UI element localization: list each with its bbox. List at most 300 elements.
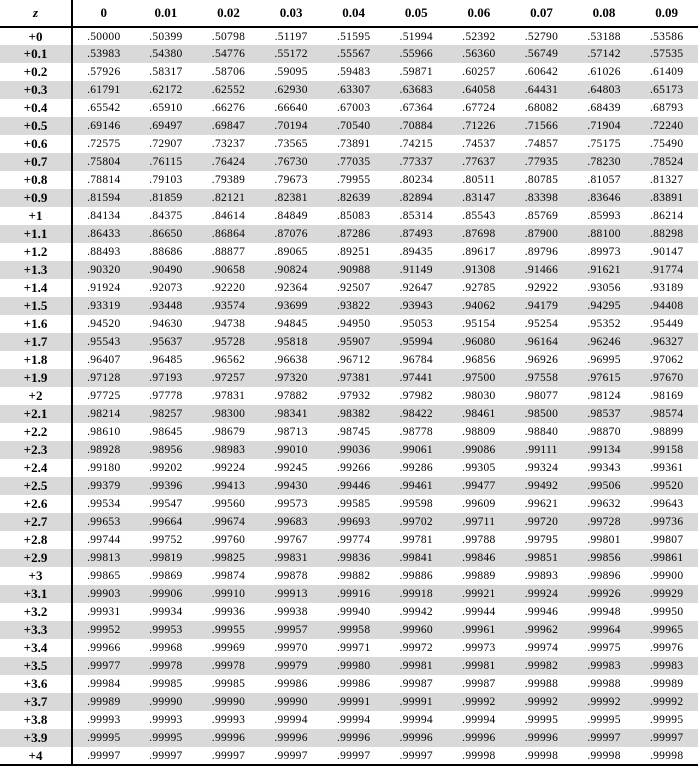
table-row <box>0 261 698 279</box>
probability-cell: .99995 <box>87 732 121 744</box>
probability-cell: .64803 <box>587 84 621 96</box>
probability-cell: .66640 <box>274 102 308 114</box>
z-row-label: +3.9 <box>0 729 72 747</box>
probability-cell: .77637 <box>462 156 496 168</box>
probability-cell: .99865 <box>87 570 121 582</box>
probability-cell: .99992 <box>524 696 559 708</box>
table-row <box>0 657 698 675</box>
probability-cell: .99286 <box>399 462 433 474</box>
header-row <box>0 0 698 27</box>
probability-cell: .99997 <box>274 749 308 762</box>
probability-cell: .98537 <box>587 408 621 420</box>
probability-cell: .85083 <box>336 210 371 222</box>
probability-cell: .86650 <box>149 228 183 240</box>
probability-cell: .72575 <box>87 138 121 150</box>
probability-cell: .99900 <box>649 570 684 582</box>
table-row <box>0 729 698 747</box>
probability-cell: .99992 <box>649 696 684 708</box>
probability-cell: .99995 <box>149 732 183 744</box>
probability-cell: .99896 <box>587 570 621 582</box>
probability-cell: .58317 <box>149 66 183 78</box>
probability-cell: .89973 <box>587 246 621 258</box>
table-row <box>0 333 698 351</box>
probability-cell: .98899 <box>649 426 684 438</box>
table-row <box>0 171 698 189</box>
table-row <box>0 441 698 459</box>
probability-cell: .60642 <box>524 66 559 78</box>
table-row <box>0 99 698 117</box>
probability-cell: .99953 <box>149 624 183 636</box>
table-row <box>0 117 698 135</box>
probability-cell: .99996 <box>524 732 559 744</box>
z-row-label: +3.7 <box>0 693 72 711</box>
probability-cell: .80511 <box>462 174 496 186</box>
probability-cell: .96164 <box>524 336 559 348</box>
z-row-label: +1.6 <box>0 315 72 333</box>
z-row-label: +2.5 <box>0 477 72 495</box>
probability-cell: .76424 <box>211 156 246 168</box>
probability-cell: .99180 <box>87 462 121 474</box>
probability-cell: .99969 <box>211 642 246 654</box>
probability-cell: .99988 <box>587 678 621 690</box>
probability-cell: .99632 <box>587 498 621 510</box>
probability-cell: .99997 <box>587 732 621 744</box>
probability-cell: .57142 <box>587 48 621 60</box>
probability-cell: .70884 <box>399 120 433 132</box>
probability-cell: .51197 <box>274 30 308 43</box>
probability-cell: .99744 <box>87 534 121 546</box>
z-row-label: +4 <box>0 747 72 765</box>
probability-cell: .95637 <box>149 336 183 348</box>
probability-cell: .99990 <box>274 696 308 708</box>
probability-cell: .99061 <box>399 444 433 456</box>
z-row-label: +1.8 <box>0 351 72 369</box>
table-row <box>0 423 698 441</box>
probability-cell: .95154 <box>462 318 496 330</box>
probability-cell: .99910 <box>211 588 246 600</box>
probability-cell: .80234 <box>399 174 433 186</box>
probability-cell: .61791 <box>87 84 121 96</box>
probability-cell: .91774 <box>649 264 684 276</box>
probability-cell: .92073 <box>149 282 183 294</box>
probability-cell: .63683 <box>399 84 433 96</box>
probability-cell: .99962 <box>524 624 559 636</box>
table-row <box>0 63 698 81</box>
probability-cell: .98645 <box>149 426 183 438</box>
probability-cell: .99998 <box>587 749 621 762</box>
probability-cell: .74857 <box>524 138 559 150</box>
probability-cell: .85314 <box>399 210 433 222</box>
probability-cell: .99036 <box>336 444 371 456</box>
probability-cell: .98382 <box>336 408 371 420</box>
probability-cell: .99940 <box>336 606 371 618</box>
probability-cell: .62930 <box>274 84 308 96</box>
probability-cell: .99996 <box>399 732 433 744</box>
probability-cell: .87900 <box>524 228 559 240</box>
probability-cell: .99361 <box>649 462 684 474</box>
probability-cell: .93822 <box>336 300 371 312</box>
probability-cell: .95352 <box>587 318 621 330</box>
probability-cell: .93319 <box>87 300 121 312</box>
probability-cell: .95994 <box>399 336 433 348</box>
probability-cell: .93943 <box>399 300 433 312</box>
table-row <box>0 243 698 261</box>
probability-cell: .99979 <box>274 660 308 672</box>
probability-cell: .99931 <box>87 606 121 618</box>
probability-cell: .64058 <box>462 84 496 96</box>
probability-cell: .99506 <box>587 480 621 492</box>
probability-cell: .99534 <box>87 498 121 510</box>
probability-cell: .93448 <box>149 300 183 312</box>
probability-cell: .99653 <box>87 516 121 528</box>
probability-cell: .90147 <box>649 246 684 258</box>
probability-cell: .97932 <box>336 390 371 402</box>
probability-cell: .79389 <box>211 174 246 186</box>
probability-cell: .99736 <box>649 516 684 528</box>
probability-cell: .99305 <box>462 462 496 474</box>
z-row-label: +0.7 <box>0 153 72 171</box>
probability-cell: .99683 <box>274 516 308 528</box>
table-row <box>0 225 698 243</box>
probability-cell: .94179 <box>524 300 559 312</box>
probability-cell: .99831 <box>274 552 308 564</box>
probability-cell: .95728 <box>211 336 246 348</box>
column-header: 0 <box>72 0 135 27</box>
probability-cell: .99111 <box>525 444 558 456</box>
probability-cell: .99446 <box>336 480 371 492</box>
probability-cell: .99998 <box>649 749 684 762</box>
probability-cell: .85993 <box>587 210 621 222</box>
probability-cell: .99982 <box>524 660 559 672</box>
probability-cell: .99874 <box>211 570 246 582</box>
probability-cell: .67724 <box>462 102 496 114</box>
z-row-label: +1 <box>0 207 72 225</box>
probability-cell: .78814 <box>87 174 121 186</box>
probability-cell: .77337 <box>399 156 433 168</box>
table-row <box>0 27 698 45</box>
probability-cell: .83147 <box>462 192 496 204</box>
probability-cell: .70194 <box>274 120 308 132</box>
probability-cell: .99869 <box>149 570 183 582</box>
probability-cell: .89065 <box>274 246 308 258</box>
probability-cell: .52392 <box>462 30 496 43</box>
probability-cell: .52790 <box>524 30 559 43</box>
table-row <box>0 351 698 369</box>
probability-cell: .69847 <box>211 120 246 132</box>
table-row <box>0 477 698 495</box>
probability-cell: .74215 <box>399 138 433 150</box>
z-row-label: +1.3 <box>0 261 72 279</box>
probability-cell: .99926 <box>587 588 621 600</box>
probability-cell: .81057 <box>587 174 621 186</box>
column-header: 0.02 <box>197 0 260 27</box>
probability-cell: .96856 <box>462 354 496 366</box>
probability-cell: .57535 <box>649 48 684 60</box>
probability-cell: .76730 <box>274 156 308 168</box>
probability-cell: .53586 <box>649 30 684 43</box>
probability-cell: .83398 <box>524 192 559 204</box>
probability-cell: .99010 <box>274 444 308 456</box>
probability-cell: .89251 <box>336 246 371 258</box>
probability-cell: .98500 <box>524 408 559 420</box>
probability-cell: .92364 <box>274 282 308 294</box>
probability-cell: .99158 <box>649 444 684 456</box>
probability-cell: .81859 <box>149 192 183 204</box>
probability-cell: .88493 <box>87 246 121 258</box>
probability-cell: .59871 <box>399 66 433 78</box>
probability-cell: .64431 <box>524 84 559 96</box>
probability-cell: .91924 <box>87 282 121 294</box>
probability-cell: .99942 <box>399 606 433 618</box>
probability-cell: .80785 <box>524 174 559 186</box>
z-row-label: +3.2 <box>0 603 72 621</box>
probability-cell: .91466 <box>524 264 559 276</box>
table-row <box>0 603 698 621</box>
probability-cell: .61026 <box>587 66 621 78</box>
probability-cell: .99882 <box>336 570 371 582</box>
probability-cell: .89796 <box>524 246 559 258</box>
probability-cell: .96485 <box>149 354 183 366</box>
probability-cell: .50000 <box>87 30 121 43</box>
probability-cell: .96712 <box>336 354 371 366</box>
probability-cell: .81594 <box>87 192 121 204</box>
z-row-label: +1.5 <box>0 297 72 315</box>
probability-cell: .82381 <box>274 192 308 204</box>
probability-cell: .99985 <box>149 678 183 690</box>
probability-cell: .99856 <box>587 552 621 564</box>
probability-cell: .99995 <box>587 714 621 726</box>
probability-cell: .73237 <box>211 138 246 150</box>
z-row-label: +1.4 <box>0 279 72 297</box>
probability-cell: .99993 <box>211 714 246 726</box>
probability-cell: .89617 <box>462 246 496 258</box>
table-row <box>0 279 698 297</box>
probability-cell: .54380 <box>149 48 183 60</box>
probability-cell: .99202 <box>149 462 183 474</box>
probability-cell: .99760 <box>211 534 246 546</box>
z-row-label: +1.2 <box>0 243 72 261</box>
probability-cell: .99836 <box>336 552 371 564</box>
probability-cell: .88686 <box>149 246 183 258</box>
z-row-label: +3 <box>0 567 72 585</box>
probability-cell: .99996 <box>211 732 246 744</box>
z-row-label: +2.1 <box>0 405 72 423</box>
probability-cell: .99978 <box>211 660 246 672</box>
probability-cell: .92220 <box>211 282 246 294</box>
probability-cell: .98840 <box>524 426 559 438</box>
probability-cell: .65173 <box>649 84 684 96</box>
probability-cell: .94062 <box>462 300 496 312</box>
probability-cell: .99987 <box>462 678 496 690</box>
probability-cell: .98778 <box>399 426 433 438</box>
probability-cell: .99492 <box>524 480 559 492</box>
probability-cell: .68439 <box>587 102 621 114</box>
column-header: 0.01 <box>135 0 198 27</box>
probability-cell: .99964 <box>587 624 621 636</box>
probability-cell: .86214 <box>649 210 684 222</box>
probability-cell: .99971 <box>336 642 371 654</box>
probability-cell: .99993 <box>149 714 183 726</box>
probability-cell: .83891 <box>649 192 684 204</box>
probability-cell: .99788 <box>462 534 496 546</box>
probability-cell: .99674 <box>211 516 246 528</box>
probability-cell: .99957 <box>274 624 308 636</box>
probability-cell: .99981 <box>462 660 496 672</box>
z-row-label: +2.4 <box>0 459 72 477</box>
probability-cell: .98077 <box>524 390 559 402</box>
probability-cell: .99825 <box>211 552 246 564</box>
probability-cell: .98574 <box>649 408 684 420</box>
probability-cell: .99996 <box>462 732 496 744</box>
probability-cell: .99980 <box>336 660 371 672</box>
probability-cell: .98422 <box>399 408 433 420</box>
probability-cell: .90490 <box>149 264 183 276</box>
z-row-label: +3.1 <box>0 585 72 603</box>
probability-cell: .50399 <box>149 30 183 43</box>
probability-cell: .99991 <box>336 696 371 708</box>
probability-cell: .97128 <box>87 372 121 384</box>
probability-cell: .99585 <box>336 498 371 510</box>
probability-cell: .67364 <box>399 102 433 114</box>
probability-cell: .99989 <box>649 678 684 690</box>
probability-cell: .99807 <box>649 534 684 546</box>
probability-cell: .99995 <box>524 714 559 726</box>
probability-cell: .50798 <box>211 30 246 43</box>
probability-cell: .87698 <box>462 228 496 240</box>
probability-cell: .96562 <box>211 354 246 366</box>
z-row-label: +0.2 <box>0 63 72 81</box>
probability-cell: .99664 <box>149 516 183 528</box>
probability-cell: .94845 <box>274 318 308 330</box>
probability-cell: .99801 <box>587 534 621 546</box>
probability-cell: .56749 <box>524 48 559 60</box>
probability-cell: .91621 <box>587 264 621 276</box>
probability-cell: .99997 <box>336 749 371 762</box>
table-row <box>0 711 698 729</box>
table-row <box>0 81 698 99</box>
probability-cell: .71226 <box>462 120 496 132</box>
probability-cell: .79103 <box>149 174 183 186</box>
probability-cell: .90320 <box>87 264 121 276</box>
probability-cell: .99996 <box>336 732 371 744</box>
probability-cell: .99752 <box>149 534 183 546</box>
probability-cell: .94950 <box>336 318 371 330</box>
probability-cell: .99861 <box>649 552 684 564</box>
probability-cell: .99972 <box>399 642 433 654</box>
probability-cell: .99992 <box>587 696 621 708</box>
probability-cell: .86433 <box>87 228 121 240</box>
probability-cell: .78524 <box>649 156 684 168</box>
probability-cell: .97441 <box>399 372 433 384</box>
probability-cell: .99846 <box>462 552 496 564</box>
z-row-label: +0.5 <box>0 117 72 135</box>
probability-cell: .88298 <box>649 228 684 240</box>
probability-cell: .87493 <box>399 228 433 240</box>
probability-cell: .99379 <box>87 480 121 492</box>
probability-cell: .62552 <box>211 84 246 96</box>
probability-cell: .98713 <box>274 426 308 438</box>
probability-cell: .98300 <box>211 408 246 420</box>
probability-cell: .99990 <box>211 696 246 708</box>
probability-cell: .99985 <box>211 678 246 690</box>
probability-cell: .99994 <box>462 714 496 726</box>
probability-cell: .96926 <box>524 354 559 366</box>
column-header: 0.07 <box>510 0 573 27</box>
probability-cell: .99977 <box>87 660 121 672</box>
probability-cell: .99693 <box>336 516 371 528</box>
probability-cell: .99819 <box>149 552 183 564</box>
probability-cell: .92647 <box>399 282 433 294</box>
probability-cell: .95053 <box>399 318 433 330</box>
probability-cell: .87076 <box>274 228 308 240</box>
probability-cell: .99997 <box>649 732 684 744</box>
probability-cell: .94520 <box>87 318 121 330</box>
probability-cell: .61409 <box>649 66 684 78</box>
probability-cell: .93056 <box>587 282 621 294</box>
table-row <box>0 387 698 405</box>
probability-cell: .99813 <box>87 552 121 564</box>
probability-cell: .97381 <box>336 372 371 384</box>
probability-cell: .99934 <box>149 606 183 618</box>
probability-cell: .55567 <box>336 48 371 60</box>
probability-cell: .97558 <box>524 372 559 384</box>
probability-cell: .99916 <box>336 588 371 600</box>
probability-cell: .99994 <box>274 714 308 726</box>
probability-cell: .99981 <box>399 660 433 672</box>
table-row <box>0 405 698 423</box>
probability-cell: .90824 <box>274 264 308 276</box>
probability-cell: .82639 <box>336 192 371 204</box>
probability-cell: .99767 <box>274 534 308 546</box>
probability-cell: .99983 <box>649 660 684 672</box>
probability-cell: .99413 <box>211 480 246 492</box>
probability-cell: .73565 <box>274 138 308 150</box>
probability-cell: .99461 <box>399 480 433 492</box>
probability-cell: .99970 <box>274 642 308 654</box>
z-row-label: +2.9 <box>0 549 72 567</box>
probability-cell: .76115 <box>149 156 183 168</box>
probability-cell: .59483 <box>336 66 371 78</box>
probability-cell: .98341 <box>274 408 308 420</box>
probability-cell: .99975 <box>587 642 621 654</box>
probability-cell: .68793 <box>649 102 684 114</box>
probability-cell: .53983 <box>87 48 121 60</box>
column-header: 0.04 <box>322 0 385 27</box>
z-row-label: +1.7 <box>0 333 72 351</box>
table-row <box>0 621 698 639</box>
probability-cell: .59095 <box>274 66 308 78</box>
z-table-header <box>0 0 698 27</box>
probability-cell: .99702 <box>399 516 433 528</box>
probability-cell: .56360 <box>462 48 496 60</box>
probability-cell: .97882 <box>274 390 308 402</box>
probability-cell: .99988 <box>524 678 559 690</box>
probability-cell: .77035 <box>336 156 371 168</box>
probability-cell: .99944 <box>462 606 496 618</box>
z-row-label: +1.9 <box>0 369 72 387</box>
probability-cell: .73891 <box>336 138 371 150</box>
probability-cell: .94738 <box>211 318 246 330</box>
z-table-body <box>0 27 698 765</box>
probability-cell: .99774 <box>336 534 371 546</box>
probability-cell: .85769 <box>524 210 559 222</box>
probability-cell: .99430 <box>274 480 308 492</box>
probability-cell: .99938 <box>274 606 308 618</box>
probability-cell: .96407 <box>87 354 121 366</box>
probability-cell: .72240 <box>649 120 684 132</box>
table-row <box>0 45 698 63</box>
probability-cell: .62172 <box>149 84 183 96</box>
